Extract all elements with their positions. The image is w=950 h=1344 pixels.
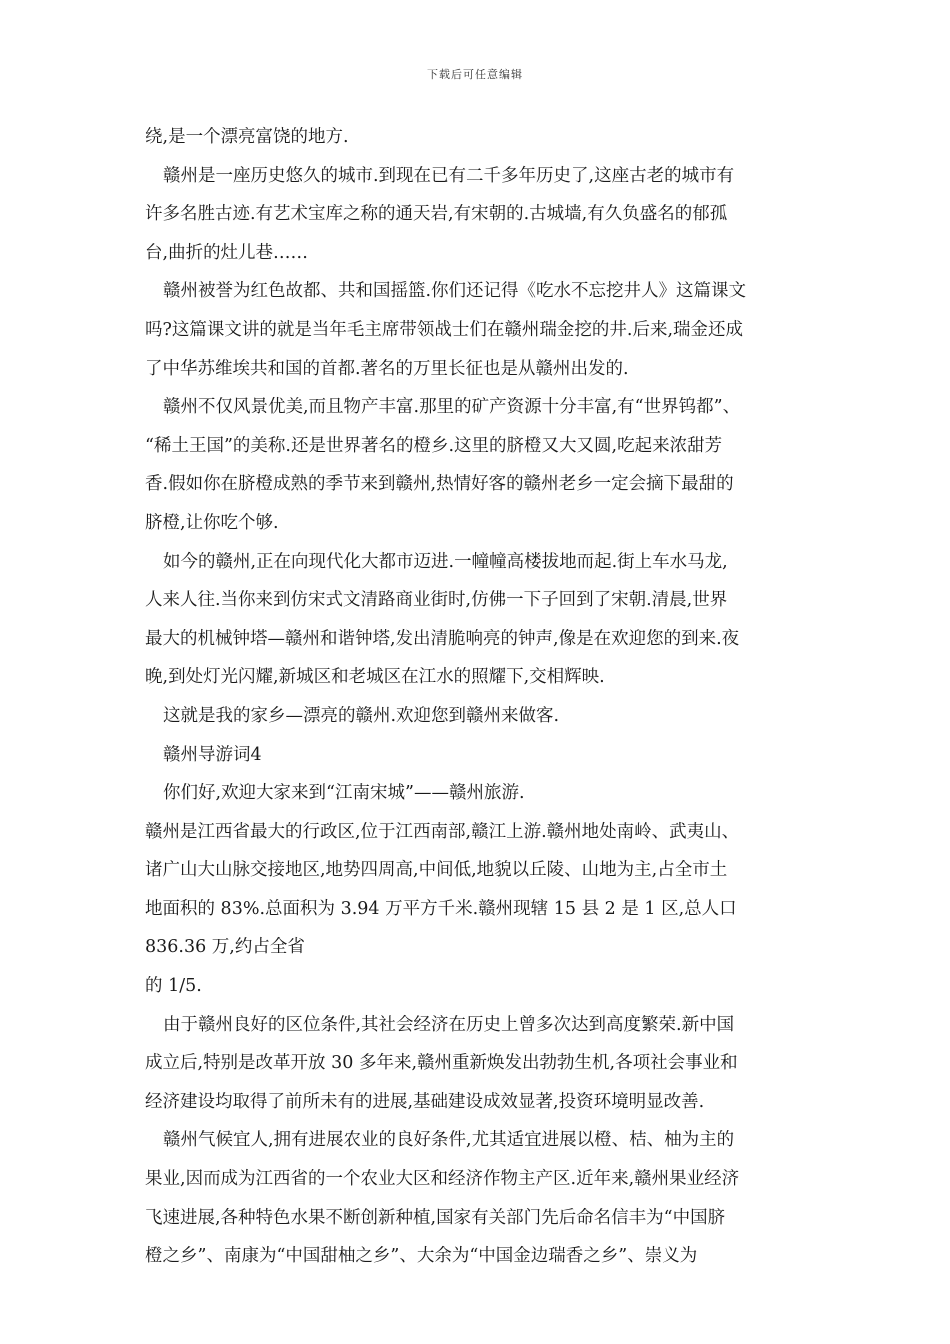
text-line: 赣州不仅风景优美,而且物产丰富.那里的矿产资源十分丰富,有“世界钨都”、 [163, 397, 741, 418]
text-line: 如今的赣州,正在向现代化大都市迈进.一幢幢高楼拔地而起.街上车水马龙, [163, 551, 728, 572]
text-line: 最大的机械钟塔—赣州和谐钟塔,发出清脆响亮的钟声,像是在欢迎您的到来.夜 [145, 628, 740, 649]
text-line: 飞速进展,各种特色水果不断创新种植,国家有关部门先后命名信丰为“中国脐 [145, 1207, 726, 1228]
text-line: 经济建设均取得了前所未有的进展,基础建设成效显著,投资环境明显改善. [145, 1091, 705, 1112]
text-line: 你们好,欢迎大家来到“江南宋城”——赣州旅游. [163, 783, 525, 804]
text-line: 由于赣州良好的区位条件,其社会经济在历史上曾多次达到高度繁荣.新中国 [163, 1014, 735, 1035]
text-line: 许多名胜古迹.有艺术宝库之称的通天岩,有宋朝的.古城墙,有久负盛名的郁孤 [145, 204, 728, 225]
text-line: 台,曲折的灶儿巷…… [145, 242, 309, 263]
document-body [145, 118, 815, 1276]
text-line: 诸广山大山脉交接地区,地势四周高,中间低,地貌以丘陵、山地为主,占全市土 [145, 860, 728, 881]
text-line: 赣州是江西省最大的行政区,位于江西南部,赣江上游.赣州地处南岭、武夷山、 [145, 821, 740, 842]
text-line: 人来人往.当你来到仿宋式文清路商业街时,仿佛一下子回到了宋朝.清晨,世界 [145, 590, 728, 611]
text-line: 了中华苏维埃共和国的首都.著名的万里长征也是从赣州出发的. [145, 358, 629, 379]
text-line: 橙之乡”、南康为“中国甜柚之乡”、大余为“中国金边瑞香之乡”、崇义为 [145, 1246, 698, 1267]
text-line: “稀土王国”的美称.还是世界著名的橙乡.这里的脐橙又大又圆,吃起来浓甜芳 [145, 435, 723, 456]
text-line: 赣州是一座历史悠久的城市.到现在已有二千多年历史了,这座古老的城市有 [163, 165, 735, 186]
text-line: 这就是我的家乡—漂亮的赣州.欢迎您到赣州来做客. [163, 705, 560, 726]
text-line: 836.36 万,约占全省 [145, 937, 305, 958]
text-line: 赣州导游词4 [163, 744, 262, 765]
text-line: 吗?这篇课文讲的就是当年毛主席带领战士们在赣州瑞金挖的井.后来,瑞金还成 [145, 319, 744, 340]
page-header: 下载后可任意编辑 [427, 68, 523, 81]
text-line: 香.假如你在脐橙成熟的季节来到赣州,热情好客的赣州老乡一定会摘下最甜的 [145, 474, 734, 495]
text-line: 地面积的 83%.总面积为 3.94 万平方千米.赣州现辖 15 县 2 是 1 区,总人口 [145, 898, 737, 919]
text-line: 赣州被誉为红色故都、共和国摇篮.你们还记得《吃水不忘挖井人》这篇课文 [163, 281, 747, 302]
text-line: 晚,到处灯光闪耀,新城区和老城区在江水的照耀下,交相辉映. [145, 667, 605, 688]
text-line: 成立后,特别是改革开放 30 多年来,赣州重新焕发出勃勃生机,各项社会事业和 [145, 1053, 738, 1074]
text-line: 绕,是一个漂亮富饶的地方. [145, 127, 349, 147]
text-line: 果业,因而成为江西省的一个农业大区和经济作物主产区.近年来,赣州果业经济 [145, 1169, 740, 1190]
text-line: 脐橙,让你吃个够. [145, 512, 279, 533]
text-line: 的 1/5. [145, 976, 202, 997]
text-line: 赣州气候宜人,拥有进展农业的良好条件,尤其适宜进展以橙、桔、柚为主的 [163, 1130, 735, 1151]
